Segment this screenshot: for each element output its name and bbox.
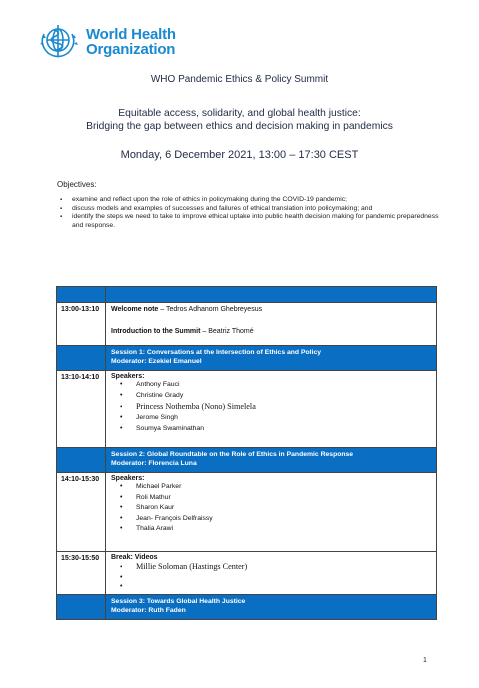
agenda-table bbox=[56, 286, 437, 620]
content-cell bbox=[106, 552, 437, 595]
objective-item: ▪ examine and reflect upon the role of ethics in policymaking during the COVID-19 pandemic; bbox=[60, 196, 440, 205]
speaker-item: • Michael Parker bbox=[120, 482, 433, 493]
subtitle-line1: Equitable access, solidarity, and global health justice: bbox=[118, 108, 361, 119]
time-cell: 13:10-14:10 bbox=[57, 371, 106, 448]
speakers-list bbox=[111, 380, 433, 434]
time-cell: 15:30-15:50 bbox=[57, 552, 106, 595]
speaker-item: • Soumya Swaminathan bbox=[120, 424, 433, 435]
event-date: Monday, 6 December 2021, 13:00 – 17:30 CEST bbox=[120, 149, 359, 161]
session-row bbox=[57, 595, 437, 620]
speakers-list bbox=[111, 482, 433, 535]
content-cell bbox=[106, 473, 437, 552]
who-logo bbox=[36, 22, 176, 62]
objective-item: ▪ discuss models and examples of successes and failures of ethical translation into policymaking; and bbox=[60, 205, 440, 214]
speaker-item: • Anthony Fauci bbox=[120, 380, 433, 391]
speaker-item: • Princess Nothemba (Nono) Simelela bbox=[120, 401, 433, 413]
session-title: Session 2: Global Roundtable on the Role of Ethics in Pandemic Response bbox=[111, 451, 354, 458]
intro-speaker: – Beatriz Thomé bbox=[200, 328, 254, 335]
table-row bbox=[57, 473, 437, 552]
session-moderator: Moderator: Florencia Luna bbox=[111, 460, 197, 467]
table-row bbox=[57, 371, 437, 448]
session-row bbox=[57, 448, 437, 473]
video-item: • Millie Soloman (Hastings Center) bbox=[120, 561, 433, 573]
session-moderator: Moderator: Ruth Faden bbox=[111, 607, 186, 614]
subtitle-line2: Bridging the gap between ethics and decision making in pandemics bbox=[86, 121, 393, 132]
time-cell: 13:00-13:10 bbox=[57, 303, 106, 346]
table-row bbox=[57, 303, 437, 346]
summit-subtitle bbox=[0, 107, 479, 133]
speaker-item: • Jean- François Delfraissy bbox=[120, 514, 433, 525]
table-row bbox=[57, 552, 437, 595]
session-moderator: Moderator: Ezekiel Emanuel bbox=[111, 358, 202, 365]
welcome-speaker: – Tedros Adhanom Ghebreyesus bbox=[158, 306, 263, 313]
objectives-list bbox=[60, 196, 440, 230]
break-label: Break: Videos bbox=[111, 554, 158, 561]
who-wordmark bbox=[86, 27, 176, 57]
session-title: Session 3: Towards Global Health Justice bbox=[111, 598, 246, 605]
time-cell: 14:10-15:30 bbox=[57, 473, 106, 552]
session-title: Session 1: Conversations at the Intersection of Ethics and Policy bbox=[111, 349, 321, 356]
speaker-item: • Roli Mathur bbox=[120, 493, 433, 504]
video-item bbox=[120, 573, 433, 582]
speakers-label: Speakers: bbox=[111, 475, 145, 482]
table-header-row bbox=[57, 287, 437, 303]
org-name-line2: Organization bbox=[86, 41, 176, 58]
videos-list bbox=[111, 561, 433, 591]
content-cell bbox=[106, 371, 437, 448]
welcome-label: Welcome note bbox=[111, 306, 159, 313]
content-cell bbox=[106, 303, 437, 346]
speakers-label: Speakers: bbox=[111, 373, 145, 380]
page-number: 1 bbox=[423, 657, 427, 664]
speaker-item: • Thalia Arawi bbox=[120, 524, 433, 535]
speaker-item: • Jerome Singh bbox=[120, 413, 433, 424]
summit-title: WHO Pandemic Ethics & Policy Summit bbox=[150, 74, 329, 85]
objectives-heading: Objectives: bbox=[57, 180, 97, 189]
speaker-item: • Christine Grady bbox=[120, 391, 433, 402]
org-name-line1: World Health bbox=[86, 26, 176, 43]
objective-item: ▪ identify the steps we need to take to improve ethical uptake into public health decision making for pandemic preparedness and response. bbox=[60, 213, 440, 230]
session-row bbox=[57, 346, 437, 371]
who-emblem-icon bbox=[36, 22, 80, 62]
intro-label: Introduction to the Summit bbox=[111, 328, 201, 335]
speaker-item: • Sharon Kaur bbox=[120, 503, 433, 514]
video-item bbox=[120, 582, 433, 591]
